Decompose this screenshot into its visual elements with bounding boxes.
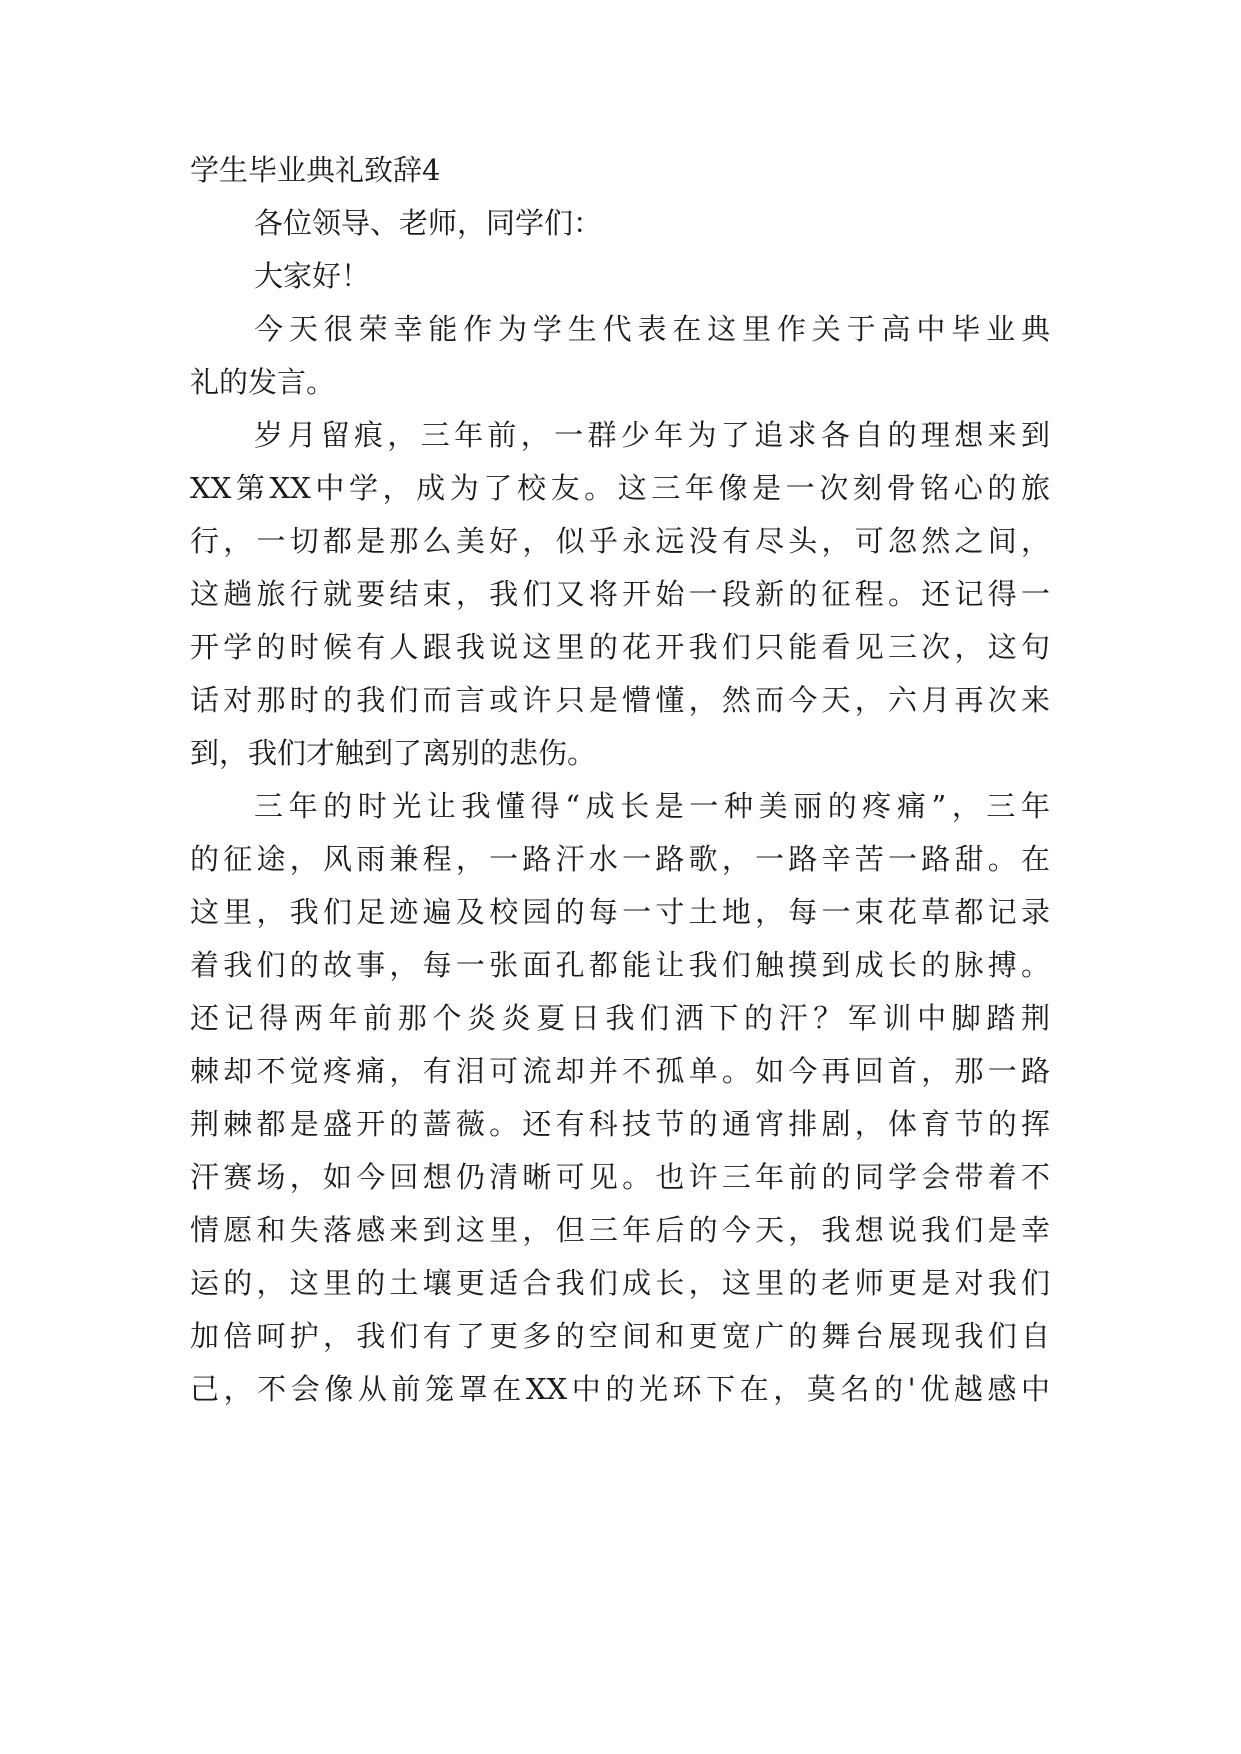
paragraph-line: 加倍呵护，我们有了更多的空间和更宽广的舞台展现我们自 [190, 1319, 1050, 1353]
paragraph-line: 开学的时候有人跟我说这里的花开我们只能看见三次，这句 [190, 630, 1050, 664]
salutation: 各位领导、老师，同学们： [254, 206, 603, 240]
document-title: 学生毕业典礼致辞4 [190, 153, 441, 187]
paragraph-line: 己，不会像从前笼罩在XX中的光环下在，莫名的'优越感中 [190, 1372, 1050, 1406]
paragraph-line: 礼的发言。 [190, 365, 336, 399]
paragraph-line: 还记得两年前那个炎炎夏日我们洒下的汗？军训中脚踏荆 [190, 1001, 1050, 1035]
paragraph-line: 的征途，风雨兼程，一路汗水一路歌，一路辛苦一路甜。在 [190, 842, 1050, 876]
paragraph-line: 汗赛场，如今回想仍清晰可见。也许三年前的同学会带着不 [190, 1160, 1050, 1194]
paragraph-line: 荆棘都是盛开的蔷薇。还有科技节的通宵排剧，体育节的挥 [190, 1107, 1050, 1141]
paragraph-line: 情愿和失落感来到这里，但三年后的今天，我想说我们是幸 [190, 1213, 1050, 1247]
paragraph-line: 行，一切都是那么美好，似乎永远没有尽头，可忽然之间， [190, 524, 1050, 558]
paragraph-line: 着我们的故事，每一张面孔都能让我们触摸到成长的脉搏。 [190, 948, 1050, 982]
greeting: 大家好！ [254, 259, 371, 293]
paragraph-line: 运的，这里的土壤更适合我们成长，这里的老师更是对我们 [190, 1266, 1050, 1300]
paragraph-line: 这趟旅行就要结束，我们又将开始一段新的征程。还记得一 [190, 577, 1050, 611]
paragraph-line: XX第XX中学，成为了校友。这三年像是一次刻骨铭心的旅 [190, 471, 1050, 505]
paragraph-line: 岁月留痕，三年前，一群少年为了追求各自的理想来到 [254, 418, 1050, 452]
paragraph-line: 今天很荣幸能作为学生代表在这里作关于高中毕业典 [254, 312, 1050, 346]
paragraph-line: 这里，我们足迹遍及校园的每一寸土地，每一束花草都记录 [190, 895, 1050, 929]
paragraph-line: 话对那时的我们而言或许只是懵懂，然而今天，六月再次来 [190, 683, 1050, 717]
paragraph-line: 到，我们才触到了离别的悲伤。 [190, 736, 597, 770]
paragraph-line: 三年的时光让我懂得“成长是一种美丽的疼痛”，三年 [254, 789, 1050, 823]
paragraph-line: 棘却不觉疼痛，有泪可流却并不孤单。如今再回首，那一路 [190, 1054, 1050, 1088]
